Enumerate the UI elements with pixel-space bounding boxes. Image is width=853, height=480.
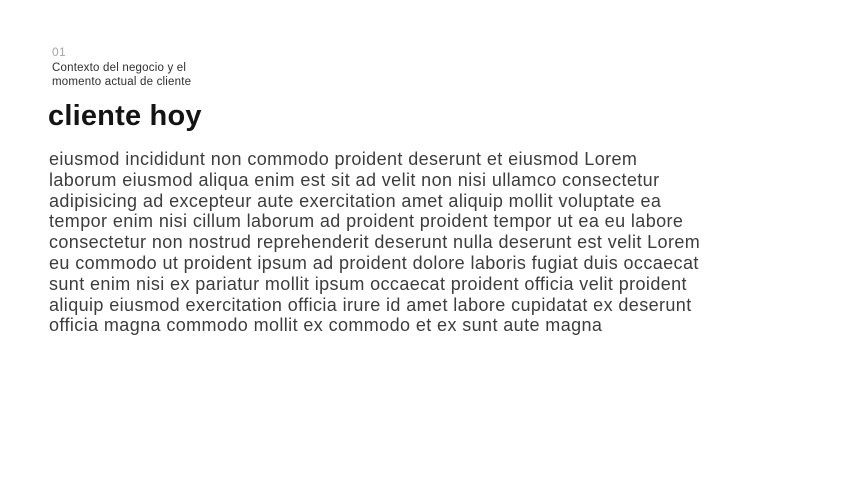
- section-subtitle-line-2: momento actual de cliente: [52, 75, 192, 88]
- section-number: 01: [52, 45, 66, 59]
- body-line: adipisicing ad excepteur aute exercitation amet aliquip mollit voluptate ea: [49, 190, 662, 211]
- body-line: laborum eiusmod aliqua enim est sit ad velit non nisi ullamco consectetur: [49, 169, 660, 190]
- section-kicker: [52, 45, 191, 89]
- body-line: tempor enim nisi cillum laborum ad proident proident tempor ut ea eu labore: [49, 211, 684, 232]
- body-line: eiusmod incididunt non commodo proident deserunt et eiusmod Lorem: [49, 149, 638, 169]
- body-line: eu commodo ut proident ipsum ad proident dolore laboris fugiat duis occaecat: [49, 252, 699, 273]
- body-line: aliquip eiusmod exercitation officia irure id amet labore cupidatat ex deserunt: [49, 294, 692, 315]
- body-line: sunt enim nisi ex pariatur mollit ipsum occaecat proident officia velit proident: [49, 273, 687, 294]
- body-paragraph: [49, 149, 700, 336]
- body-line: consectetur non nostrud reprehenderit deserunt nulla deserunt est velit Lorem: [49, 232, 701, 253]
- page-title: cliente hoy: [48, 100, 202, 132]
- section-subtitle: [52, 62, 191, 89]
- section-subtitle-line-1: Contexto del negocio y el: [52, 62, 187, 74]
- body-line: officia magna commodo mollit ex commodo et ex sunt aute magna: [49, 315, 603, 336]
